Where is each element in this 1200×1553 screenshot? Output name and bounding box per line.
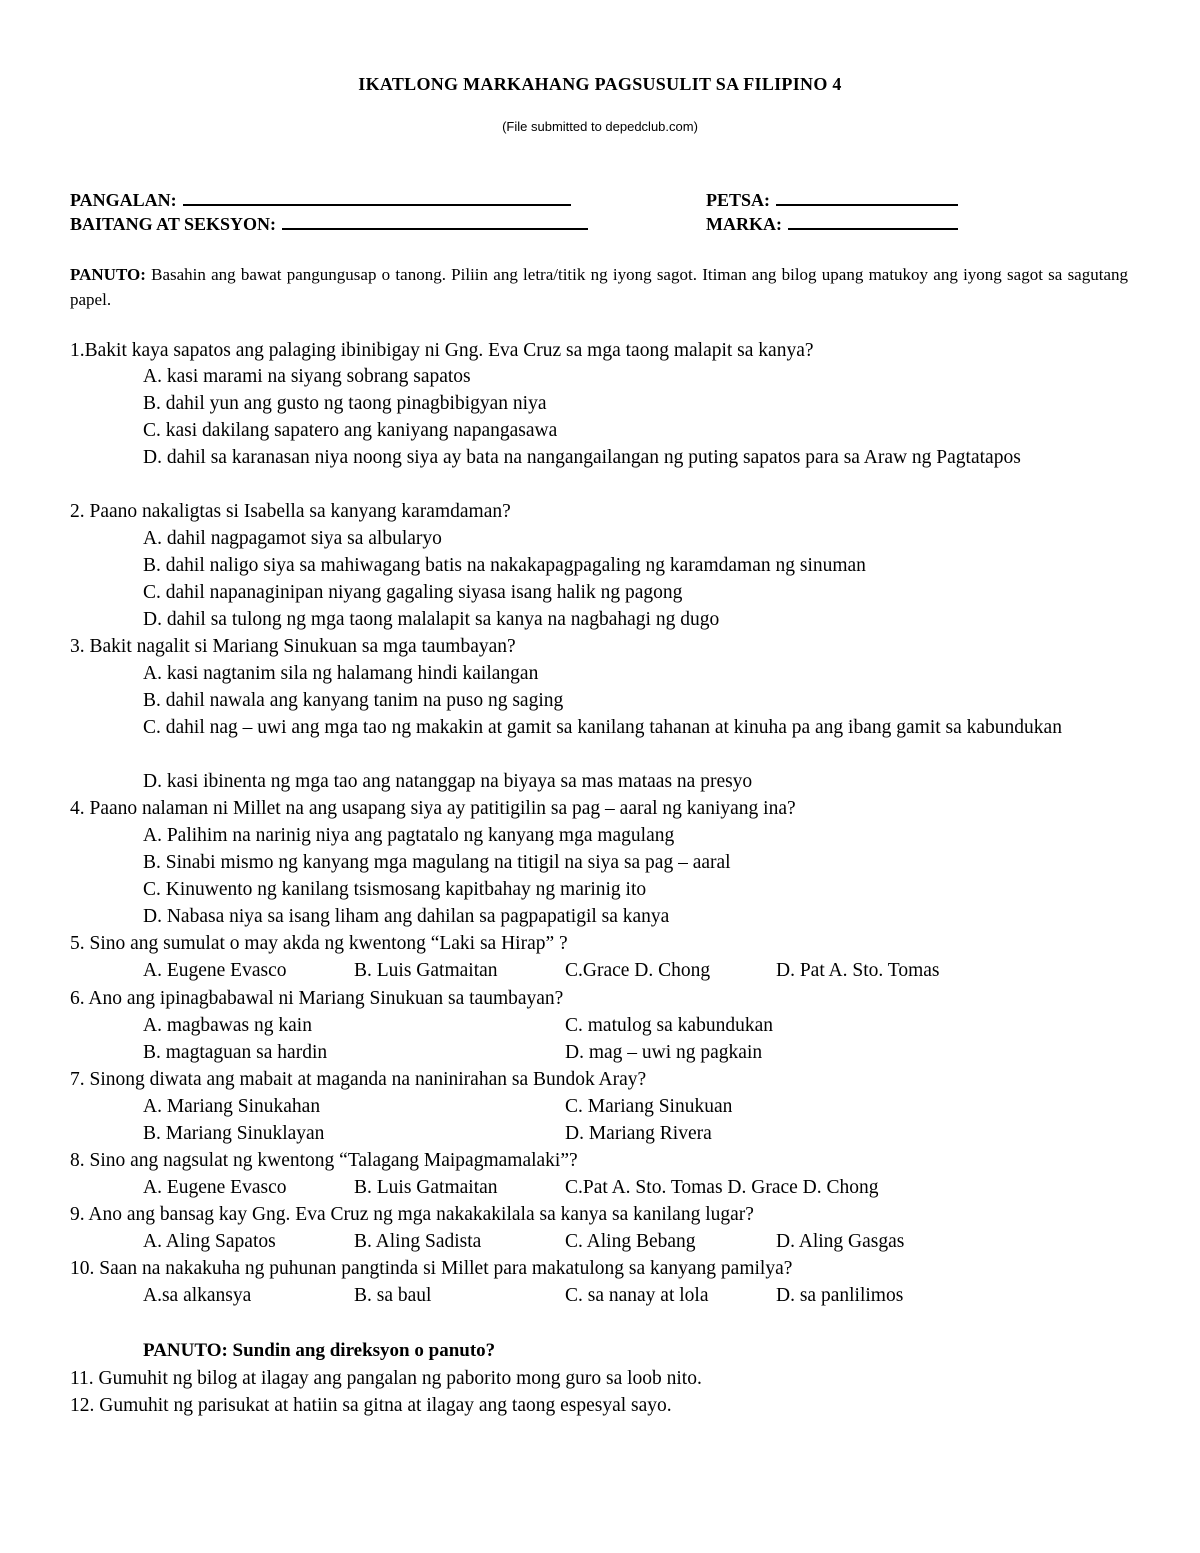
q3-option-b[interactable]: B. dahil nawala ang kanyang tanim na puso ng saging bbox=[143, 690, 564, 711]
question-7: 7. Sinong diwata ang mabait at maganda na naninirahan sa Bundok Aray? bbox=[70, 1069, 647, 1090]
task-12: 12. Gumuhit ng parisukat at hatiin sa gitna at ilagay ang taong espesyal sayo. bbox=[70, 1395, 672, 1416]
q9-option-a[interactable]: A. Aling Sapatos bbox=[143, 1231, 276, 1252]
q6-option-c[interactable]: C. matulog sa kabundukan bbox=[565, 1015, 773, 1036]
q10-option-b[interactable]: B. sa baul bbox=[354, 1285, 432, 1306]
q4-option-d[interactable]: D. Nabasa niya sa isang liham ang dahilan sa pagpapatigil sa kanya bbox=[143, 906, 670, 927]
q3-option-d[interactable]: D. kasi ibinenta ng mga tao ang natanggap na biyaya sa mas mataas na presyo bbox=[143, 771, 753, 792]
q10-option-c[interactable]: C. sa nanay at lola bbox=[565, 1285, 709, 1306]
q9-option-d[interactable]: D. Aling Gasgas bbox=[776, 1231, 905, 1252]
q7-option-c[interactable]: C. Mariang Sinukuan bbox=[565, 1096, 733, 1117]
date-blank[interactable] bbox=[776, 189, 958, 206]
q1-option-a[interactable]: A. kasi marami na siyang sobrang sapatos bbox=[143, 366, 471, 387]
question-5: 5. Sino ang sumulat o may akda ng kwentong “Laki sa Hirap” ? bbox=[70, 933, 568, 954]
question-10: 10. Saan na nakakuha ng puhunan pangtinda si Millet para makatulong sa kanyang pamilya? bbox=[70, 1258, 793, 1279]
q2-option-c[interactable]: C. dahil napanaginipan niyang gagaling siyasa isang halik ng pagong bbox=[143, 582, 683, 603]
q7-option-a[interactable]: A. Mariang Sinukahan bbox=[143, 1096, 321, 1117]
date-field bbox=[706, 189, 958, 211]
date-label: PETSA: bbox=[706, 190, 771, 210]
instructions-label: PANUTO: bbox=[70, 265, 146, 284]
name-label: PANGALAN: bbox=[70, 190, 177, 210]
question-4: 4. Paano nalaman ni Millet na ang usapang siya ay patitigilin sa pag – aaral ng kaniyang ina? bbox=[70, 798, 796, 819]
name-blank[interactable] bbox=[183, 189, 571, 206]
q2-option-d[interactable]: D. dahil sa tulong ng mga taong malalapit sa kanya na nagbahagi ng dugo bbox=[143, 609, 720, 630]
q2-option-a[interactable]: A. dahil nagpagamot siya sa albularyo bbox=[143, 528, 442, 549]
question-2: 2. Paano nakaligtas si Isabella sa kanyang karamdaman? bbox=[70, 501, 511, 522]
q5-option-b[interactable]: B. Luis Gatmaitan bbox=[354, 960, 498, 981]
q4-option-c[interactable]: C. Kinuwento ng kanilang tsismosang kapitbahay ng marinig ito bbox=[143, 879, 647, 900]
q10-option-d[interactable]: D. sa panlilimos bbox=[776, 1285, 904, 1306]
question-8: 8. Sino ang nagsulat ng kwentong “Talagang Maipagmamalaki”? bbox=[70, 1150, 578, 1171]
q8-option-c-d[interactable]: C.Pat A. Sto. Tomas D. Grace D. Chong bbox=[565, 1177, 879, 1198]
q7-option-b[interactable]: B. Mariang Sinuklayan bbox=[143, 1123, 325, 1144]
instructions-text: Basahin ang bawat pangungusap o tanong. Piliin ang letra/titik ng iyong sagot. Itiman ang bilog upang matukoy ang iyong sagot sa sagutang papel. bbox=[70, 265, 1128, 309]
q8-option-b[interactable]: B. Luis Gatmaitan bbox=[354, 1177, 498, 1198]
section2-heading: PANUTO: Sundin ang direksyon o panuto? bbox=[143, 1340, 496, 1361]
instructions bbox=[70, 262, 1128, 312]
question-6: 6. Ano ang ipinagbabawal ni Mariang Sinukuan sa taumbayan? bbox=[70, 988, 564, 1009]
question-1: 1.Bakit kaya sapatos ang palaging ibinibigay ni Gng. Eva Cruz sa mga taong malapit sa kanya? bbox=[70, 340, 814, 361]
question-9: 9. Ano ang bansag kay Gng. Eva Cruz ng mga nakakakilala sa kanya sa kanilang lugar? bbox=[70, 1204, 754, 1225]
task-11: 11. Gumuhit ng bilog at ilagay ang pangalan ng paborito mong guro sa loob nito. bbox=[70, 1368, 702, 1389]
q4-option-a[interactable]: A. Palihim na narinig niya ang pagtatalo ng kanyang mga magulang bbox=[143, 825, 675, 846]
q8-option-a[interactable]: A. Eugene Evasco bbox=[143, 1177, 287, 1198]
q9-option-c[interactable]: C. Aling Bebang bbox=[565, 1231, 696, 1252]
grade-section-label: BAITANG AT SEKSYON: bbox=[70, 214, 277, 234]
q3-option-c[interactable]: C. dahil nag – uwi ang mga tao ng makakin at gamit sa kanilang tahanan at kinuha pa ang ibang gamit sa kabundukan bbox=[143, 717, 1062, 738]
q3-option-a[interactable]: A. kasi nagtanim sila ng halamang hindi kailangan bbox=[143, 663, 539, 684]
question-3: 3. Bakit nagalit si Mariang Sinukuan sa mga taumbayan? bbox=[70, 636, 516, 657]
q10-option-a[interactable]: A.sa alkansya bbox=[143, 1285, 252, 1306]
q1-option-c[interactable]: C. kasi dakilang sapatero ang kaniyang napangasawa bbox=[143, 420, 558, 441]
q2-option-b[interactable]: B. dahil naligo siya sa mahiwagang batis na nakakapagpagaling ng karamdaman ng sinuman bbox=[143, 555, 866, 576]
q6-option-b[interactable]: B. magtaguan sa hardin bbox=[143, 1042, 328, 1063]
grade-section-blank[interactable] bbox=[282, 213, 588, 230]
q1-option-d[interactable]: D. dahil sa karanasan niya noong siya ay bata na nangangailangan ng puting sapatos para sa Araw ng Pagtatapos bbox=[143, 447, 1021, 468]
name-field bbox=[70, 189, 571, 211]
q5-option-d[interactable]: D. Pat A. Sto. Tomas bbox=[776, 960, 940, 981]
q5-option-c[interactable]: C.Grace D. Chong bbox=[565, 960, 711, 981]
q7-option-d[interactable]: D. Mariang Rivera bbox=[565, 1123, 712, 1144]
score-field bbox=[706, 213, 958, 235]
q5-option-a[interactable]: A. Eugene Evasco bbox=[143, 960, 287, 981]
exam-title: IKATLONG MARKAHANG PAGSUSULIT SA FILIPINO 4 bbox=[358, 74, 842, 94]
q4-option-b[interactable]: B. Sinabi mismo ng kanyang mga magulang na titigil na siya sa pag – aaral bbox=[143, 852, 731, 873]
q6-option-d[interactable]: D. mag – uwi ng pagkain bbox=[565, 1042, 763, 1063]
q6-option-a[interactable]: A. magbawas ng kain bbox=[143, 1015, 312, 1036]
score-blank[interactable] bbox=[788, 213, 958, 230]
q1-option-b[interactable]: B. dahil yun ang gusto ng taong pinagbibigyan niya bbox=[143, 393, 547, 414]
grade-section-field bbox=[70, 213, 588, 235]
score-label: MARKA: bbox=[706, 214, 782, 234]
source-note: (File submitted to depedclub.com) bbox=[502, 119, 698, 134]
q9-option-b[interactable]: B. Aling Sadista bbox=[354, 1231, 482, 1252]
